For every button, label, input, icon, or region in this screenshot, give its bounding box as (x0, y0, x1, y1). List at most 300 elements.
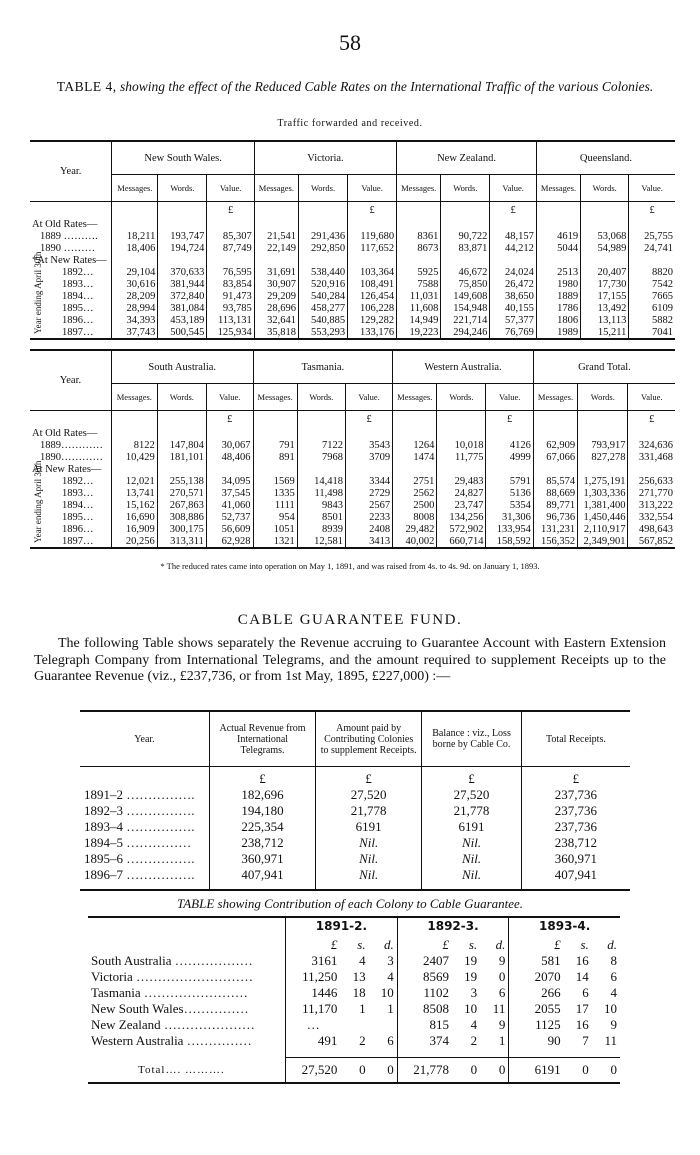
amount-cell: 10 (604, 1001, 617, 1016)
subcolumn-header: Words. (578, 384, 628, 411)
amount-cell: 1102 (397, 985, 452, 1001)
empty (441, 218, 490, 230)
data-cell: 85,574 (533, 475, 577, 487)
data-cell: 194,724 (158, 242, 207, 254)
data-cell: 11,608 (397, 302, 441, 314)
empty (437, 463, 486, 475)
data-cell: 5136 (486, 487, 533, 499)
data-cell: 1,275,191 (578, 475, 628, 487)
data-cell: 13,113 (581, 314, 629, 326)
data-cell: 34,095 (206, 475, 253, 487)
amount-cell: 90 (509, 1033, 564, 1049)
table-row (80, 819, 630, 835)
empty (480, 1049, 509, 1058)
unit-row (80, 767, 630, 788)
amount-cell: 8569 (397, 969, 452, 985)
pound-unit: £ (209, 767, 315, 788)
unit-label: s. (468, 937, 478, 952)
data-cell: 221,714 (441, 314, 490, 326)
data-cell: 291,436 (299, 230, 348, 242)
data-cell: 76,769 (490, 326, 537, 339)
empty (369, 1049, 398, 1058)
data-cell: 294,246 (441, 326, 490, 339)
data-cell: 14,949 (397, 314, 441, 326)
data-cell: 131,231 (533, 523, 577, 535)
total-cell: 0 (480, 1058, 509, 1084)
year-value: 1895… (62, 302, 94, 314)
data-cell: 28,696 (254, 302, 298, 314)
unit-row (30, 202, 675, 219)
data-row (30, 535, 675, 548)
data-cell: 2233 (346, 511, 393, 523)
empty (348, 254, 397, 266)
pound-unit: £ (628, 411, 675, 428)
total-cell: 27,520 (286, 1058, 341, 1084)
spacer-row (88, 1049, 620, 1058)
table4-subheading: Traffic forwarded and received. (277, 118, 423, 129)
column-header: Amount paid by Contributing Colonies to supplement Receipts. (316, 711, 422, 767)
data-cell: 37,743 (112, 326, 158, 339)
colony-name: New Zealand ………………… (91, 1017, 255, 1032)
data-cell: 85,307 (207, 230, 254, 242)
data-cell: 2,349,901 (578, 535, 628, 548)
data-cell: 24,024 (490, 266, 537, 278)
data-cell: 129,282 (348, 314, 397, 326)
data-cell: 500,545 (158, 326, 207, 339)
amount-cell: 16 (575, 953, 589, 968)
section-label-row (30, 254, 675, 266)
empty (348, 218, 397, 230)
year-header: Year. (30, 350, 111, 411)
empty (88, 933, 286, 953)
empty (578, 427, 628, 439)
empty (578, 411, 628, 428)
data-cell: 238,712 (209, 835, 315, 851)
year-label: 1896–7 ……………. (80, 867, 209, 890)
data-cell: 11,498 (297, 487, 345, 499)
data-cell: 6191 (316, 819, 422, 835)
data-cell: 1989 (536, 326, 580, 339)
data-cell: 83,871 (441, 242, 490, 254)
data-cell: 237,736 (521, 787, 630, 803)
data-cell: 7665 (629, 290, 675, 302)
data-cell: 660,714 (437, 535, 486, 548)
data-cell: 567,852 (628, 535, 675, 548)
empty (490, 254, 537, 266)
data-cell: 14,418 (297, 475, 345, 487)
data-cell: 793,917 (578, 439, 628, 451)
page-number: 58 (339, 30, 361, 55)
data-cell: 89,771 (533, 499, 577, 511)
data-cell: 407,941 (521, 867, 630, 890)
empty (30, 411, 111, 428)
empty (536, 218, 580, 230)
table4-footnote: * The reduced rates came into operation on May 1, 1891, and was raised from 4s. to 4s. 9d. on January 1, 1893. (160, 561, 540, 571)
amount-cell: 6 (498, 985, 506, 1000)
data-cell: 791 (253, 439, 297, 451)
data-cell: 13,492 (581, 302, 629, 314)
cable-guarantee-table (80, 710, 630, 891)
table4-title-text: showing the effect of the Reduced Cable Rates on the International Traffic of the various Colonies. (116, 79, 654, 94)
empty (111, 411, 157, 428)
section-label-row (30, 427, 675, 439)
data-cell: 540,885 (299, 314, 348, 326)
data-cell: 10,018 (437, 439, 486, 451)
data-cell: 1889 (536, 290, 580, 302)
data-cell: 106,228 (348, 302, 397, 314)
data-cell: 572,902 (437, 523, 486, 535)
year-value: 1896… (62, 523, 94, 535)
colony-row (88, 969, 620, 985)
data-cell: 27,520 (316, 787, 422, 803)
unit-label: £ (509, 933, 564, 953)
amount-cell: … (286, 1017, 341, 1033)
empty (346, 463, 393, 475)
data-cell: 21,778 (316, 803, 422, 819)
data-cell: Nil. (316, 867, 422, 890)
cable-guarantee-paragraph: The following Table shows separately the Revenue accruing to Guarantee Account with Eastern Extension Telegraph Company from International Telegrams, and the amount required to supplement Receipts up to the Guarantee Revenue (viz., £237,736, or from 1st May, 1895, £227,000) :— (34, 636, 666, 684)
data-cell: 827,278 (578, 451, 628, 463)
data-cell: 954 (253, 511, 297, 523)
data-cell: 35,818 (254, 326, 298, 339)
data-cell: 2513 (536, 266, 580, 278)
data-cell: 12,021 (111, 475, 157, 487)
empty (564, 1049, 592, 1058)
data-cell: 21,541 (254, 230, 298, 242)
data-cell: Nil. (422, 867, 522, 890)
amount-cell: 3 (387, 953, 394, 968)
empty (88, 917, 286, 933)
empty (254, 202, 298, 219)
year-value: 1892… (62, 266, 94, 278)
data-cell: 8820 (629, 266, 675, 278)
subcolumn-header: Value. (346, 384, 393, 411)
data-cell: 5354 (486, 499, 533, 511)
data-cell: 324,636 (628, 439, 675, 451)
data-cell: 90,722 (441, 230, 490, 242)
empty (536, 202, 580, 219)
data-cell: 5791 (486, 475, 533, 487)
data-cell: 26,472 (490, 278, 537, 290)
total-cell: 0 (340, 1058, 368, 1084)
data-cell: 156,352 (533, 535, 577, 548)
subcolumn-header: Messages. (112, 175, 158, 202)
table-row (80, 787, 630, 803)
empty (88, 1049, 286, 1058)
data-cell: 1335 (253, 487, 297, 499)
data-cell: 332,554 (628, 511, 675, 523)
amount-cell: 0 (498, 969, 506, 984)
empty (393, 463, 437, 475)
amount-cell: 1 (498, 1033, 506, 1048)
empty (581, 254, 629, 266)
unit-row (88, 933, 620, 953)
data-cell: 17,155 (581, 290, 629, 302)
section-label: At Old Rates— (32, 218, 98, 230)
colony-header: Tasmania. (253, 350, 393, 384)
amount-cell: 11 (604, 1033, 617, 1048)
empty (628, 463, 675, 475)
subcolumn-header: Words. (158, 175, 207, 202)
data-cell: 30,616 (112, 278, 158, 290)
data-cell: 553,293 (299, 326, 348, 339)
data-cell: 5882 (629, 314, 675, 326)
data-cell: 103,364 (348, 266, 397, 278)
data-cell: 119,680 (348, 230, 397, 242)
data-cell: 453,189 (158, 314, 207, 326)
data-cell: 52,737 (206, 511, 253, 523)
data-cell: 193,747 (158, 230, 207, 242)
unit-label: £ (286, 933, 341, 953)
data-row (30, 230, 675, 242)
year-header: Year. (30, 141, 112, 202)
subcolumn-header: Messages. (254, 175, 298, 202)
contribution-table (88, 916, 620, 1084)
data-cell: 32,641 (254, 314, 298, 326)
column-header: Actual Revenue from International Telegrams. (209, 711, 315, 767)
table-row (80, 803, 630, 819)
amount-cell: 491 (286, 1033, 341, 1049)
amount-cell: 17 (575, 1001, 589, 1016)
data-cell: 1051 (253, 523, 297, 535)
section-label-row (30, 218, 675, 230)
colony-header: Western Australia. (393, 350, 534, 384)
section-label: At New Rates— (32, 463, 102, 475)
data-row (30, 511, 675, 523)
empty (253, 463, 297, 475)
empty (253, 411, 297, 428)
data-cell: 7542 (629, 278, 675, 290)
empty (157, 411, 206, 428)
data-cell: 29,209 (254, 290, 298, 302)
year-label: 1890………… (40, 451, 103, 463)
year-header: 1891-2. (286, 917, 398, 933)
empty (397, 218, 441, 230)
data-cell: 29,483 (437, 475, 486, 487)
data-cell: 2751 (393, 475, 437, 487)
data-cell: 2500 (393, 499, 437, 511)
data-cell: 891 (253, 451, 297, 463)
subcolumn-header: Messages. (111, 384, 157, 411)
empty (441, 202, 490, 219)
pound-unit: £ (348, 202, 397, 219)
amount-cell: 9 (498, 953, 506, 968)
amount-cell: 374 (397, 1033, 452, 1049)
data-cell: 5925 (397, 266, 441, 278)
amount-cell: 3161 (286, 953, 341, 969)
data-cell: 108,491 (348, 278, 397, 290)
data-cell: 3413 (346, 535, 393, 548)
data-cell: 1,381,400 (578, 499, 628, 511)
data-cell: 292,850 (299, 242, 348, 254)
empty (393, 427, 437, 439)
pound-unit: £ (207, 202, 254, 219)
data-cell: 149,608 (441, 290, 490, 302)
year-ending-label: Year ending April 30th (33, 251, 43, 334)
data-cell: 44,212 (490, 242, 537, 254)
data-cell: 83,854 (207, 278, 254, 290)
data-cell: 237,736 (521, 803, 630, 819)
empty (486, 463, 533, 475)
data-cell: 256,633 (628, 475, 675, 487)
data-cell: 8673 (397, 242, 441, 254)
data-cell: 48,406 (206, 451, 253, 463)
data-cell: 147,804 (157, 439, 206, 451)
data-cell: 17,730 (581, 278, 629, 290)
empty (578, 463, 628, 475)
colony-header: South Australia. (111, 350, 253, 384)
empty (533, 463, 577, 475)
data-cell: 20,256 (111, 535, 157, 548)
year-value: 1897… (62, 326, 94, 338)
year-value: 1893… (62, 278, 94, 290)
data-cell: 126,454 (348, 290, 397, 302)
empty (297, 427, 345, 439)
data-cell: 370,633 (158, 266, 207, 278)
data-row (30, 266, 675, 278)
year-value: 1893… (62, 487, 94, 499)
empty (533, 427, 577, 439)
data-cell: 12,581 (297, 535, 345, 548)
data-cell: 154,948 (441, 302, 490, 314)
subcolumn-header: Words. (581, 175, 629, 202)
data-cell: 1321 (253, 535, 297, 548)
data-cell: 267,863 (157, 499, 206, 511)
amount-cell: 19 (464, 969, 478, 984)
empty (299, 202, 348, 219)
data-cell: 10,429 (111, 451, 157, 463)
data-cell: 40,002 (393, 535, 437, 548)
empty (299, 254, 348, 266)
data-cell: 31,691 (254, 266, 298, 278)
data-cell: 133,176 (348, 326, 397, 339)
pound-unit: £ (346, 411, 393, 428)
empty (207, 218, 254, 230)
data-cell: 2729 (346, 487, 393, 499)
empty (206, 463, 253, 475)
data-cell: 27,520 (422, 787, 522, 803)
header-row (80, 711, 630, 767)
amount-cell: 266 (509, 985, 564, 1001)
subcolumn-header: Messages. (253, 384, 297, 411)
amount-cell: 9 (610, 1017, 617, 1032)
empty (346, 427, 393, 439)
data-cell: 6191 (422, 819, 522, 835)
colony-header: Grand Total. (533, 350, 675, 384)
total-row (88, 1058, 620, 1084)
contribution-title: TABLE showing Contribution of each Colony to Cable Guarantee. (176, 896, 524, 911)
colony-row (88, 953, 620, 969)
amount-cell: 3 (470, 985, 478, 1000)
empty (80, 767, 209, 788)
amount-cell: 4 (387, 969, 394, 984)
data-cell: 29,482 (393, 523, 437, 535)
empty (297, 411, 345, 428)
empty (397, 202, 441, 219)
data-cell: 300,175 (157, 523, 206, 535)
amount-cell: 11,170 (286, 1001, 341, 1017)
amount-cell: 2 (359, 1033, 366, 1048)
data-cell: 20,407 (581, 266, 629, 278)
data-cell: 75,850 (441, 278, 490, 290)
data-row (30, 242, 675, 254)
data-cell: 125,934 (207, 326, 254, 339)
empty (397, 254, 441, 266)
amount-cell: 4 (470, 1017, 478, 1032)
amount-cell: 2055 (509, 1001, 564, 1017)
empty (112, 202, 158, 219)
total-cell: 0 (452, 1058, 480, 1084)
pound-unit: £ (316, 767, 422, 788)
data-cell: 117,652 (348, 242, 397, 254)
data-cell: 113,131 (207, 314, 254, 326)
year-label: 1891–2 ……………. (84, 787, 195, 802)
data-cell: 54,989 (581, 242, 629, 254)
amount-cell: 6 (582, 985, 589, 1000)
empty (397, 1049, 452, 1058)
data-cell: 133,954 (486, 523, 533, 535)
empty (286, 1049, 341, 1058)
data-row (30, 290, 675, 302)
data-cell: 381,084 (158, 302, 207, 314)
data-cell: 96,736 (533, 511, 577, 523)
subcolumn-header: Value. (490, 175, 537, 202)
cable-guarantee-title: CABLE GUARANTEE FUND. (237, 612, 463, 628)
year-label: 1892–3 ……………. (84, 803, 195, 818)
data-cell: 29,104 (112, 266, 158, 278)
data-cell: 538,440 (299, 266, 348, 278)
amount-cell: 10 (380, 985, 394, 1000)
data-cell: 1111 (253, 499, 297, 511)
data-cell: 5044 (536, 242, 580, 254)
data-cell: Nil. (422, 835, 522, 851)
data-cell: 4999 (486, 451, 533, 463)
data-cell: 28,994 (112, 302, 158, 314)
year-label: 1890 ……… (40, 242, 96, 254)
data-cell: 2567 (346, 499, 393, 511)
empty (157, 463, 206, 475)
traffic-table-part1 (30, 140, 675, 340)
amount-cell: 815 (397, 1017, 452, 1033)
data-cell: 11,775 (437, 451, 486, 463)
total-cell: 21,778 (397, 1058, 452, 1084)
data-cell: 25,755 (629, 230, 675, 242)
table-row (80, 835, 630, 851)
data-cell: 1569 (253, 475, 297, 487)
unit-label: d. (607, 937, 617, 952)
year-label: 1895–6 ……………. (84, 851, 195, 866)
year-value: 1894… (62, 499, 94, 511)
data-cell: 15,162 (111, 499, 157, 511)
unit-label: d. (495, 937, 506, 952)
year-value: 1896… (62, 314, 94, 326)
data-cell: 2562 (393, 487, 437, 499)
data-cell: 18,211 (112, 230, 158, 242)
amount-cell: 2070 (509, 969, 564, 985)
amount-cell: 1446 (286, 985, 341, 1001)
data-cell: 67,066 (533, 451, 577, 463)
data-cell: 540,284 (299, 290, 348, 302)
data-cell: 1264 (393, 439, 437, 451)
subcolumn-header: Words. (441, 175, 490, 202)
colony-row (88, 1033, 620, 1049)
data-cell: 2408 (346, 523, 393, 535)
empty (437, 427, 486, 439)
empty (581, 218, 629, 230)
data-cell: 30,067 (206, 439, 253, 451)
empty (299, 218, 348, 230)
data-cell: 62,928 (206, 535, 253, 548)
